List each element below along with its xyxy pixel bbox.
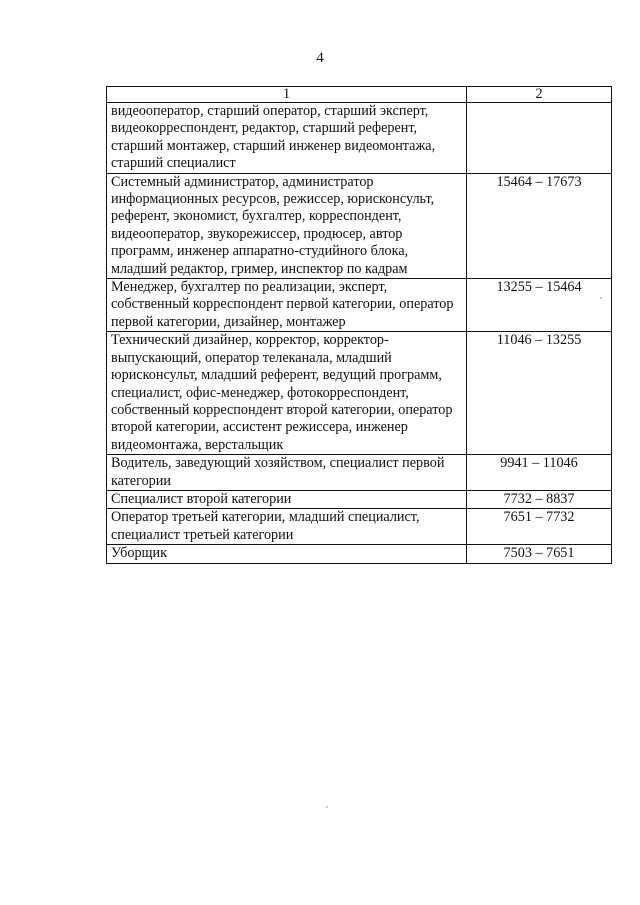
table-row	[107, 173, 612, 278]
positions-cell: Оператор третьей категории, младший специалист, специалист третьей категории	[107, 509, 467, 545]
salary-table	[106, 86, 612, 564]
salary-range-cell: 7651 – 7732	[467, 509, 612, 545]
salary-range-cell: 13255 – 15464	[467, 279, 612, 332]
scan-speck	[600, 297, 602, 299]
positions-cell: Системный администратор, администратор информационных ресурсов, режиссер, юрисконсульт, референт, экономист, бухгалтер, корреспондент, видеооператор, звукорежиссер, продюсер, автор программ, инженер аппаратно-студийного блока, младший редактор, гример, инспектор по кадрам	[107, 173, 467, 278]
salary-range-cell: 7503 – 7651	[467, 545, 612, 563]
positions-cell: Водитель, заведующий хозяйством, специалист первой категории	[107, 455, 467, 491]
page-number: 4	[316, 50, 324, 66]
positions-cell: Специалист второй категории	[107, 490, 467, 508]
table-header-row	[107, 87, 612, 103]
salary-range-cell: 15464 – 17673	[467, 173, 612, 278]
table-row	[107, 545, 612, 563]
salary-range-cell: 11046 – 13255	[467, 332, 612, 455]
column-header-positions: 1	[107, 87, 467, 103]
salary-range-cell	[467, 103, 612, 174]
salary-range-cell: 7732 – 8837	[467, 490, 612, 508]
column-header-salary-range: 2	[467, 87, 612, 103]
positions-cell: Уборщик	[107, 545, 467, 563]
positions-cell: видеооператор, старший оператор, старший эксперт, видеокорреспондент, редактор, старший референт, старший монтажер, старший инженер видеомонтажа, старший специалист	[107, 103, 467, 174]
table-row	[107, 332, 612, 455]
scan-speck	[326, 806, 328, 808]
table-row	[107, 509, 612, 545]
positions-cell: Менеджер, бухгалтер по реализации, эксперт, собственный корреспондент первой категории, оператор первой категории, дизайнер, монтажер	[107, 279, 467, 332]
positions-cell: Технический дизайнер, корректор, корректор-выпускающий, оператор телеканала, младший юрисконсульт, младший референт, ведущий программ, специалист, офис-менеджер, фотокорреспондент, собственный корреспондент второй категории, оператор второй категории, ассистент режиссера, инженер видеомонтажа, верстальщик	[107, 332, 467, 455]
table-row	[107, 103, 612, 174]
table-row	[107, 490, 612, 508]
table-row	[107, 455, 612, 491]
salary-range-cell: 9941 – 11046	[467, 455, 612, 491]
table-row	[107, 279, 612, 332]
